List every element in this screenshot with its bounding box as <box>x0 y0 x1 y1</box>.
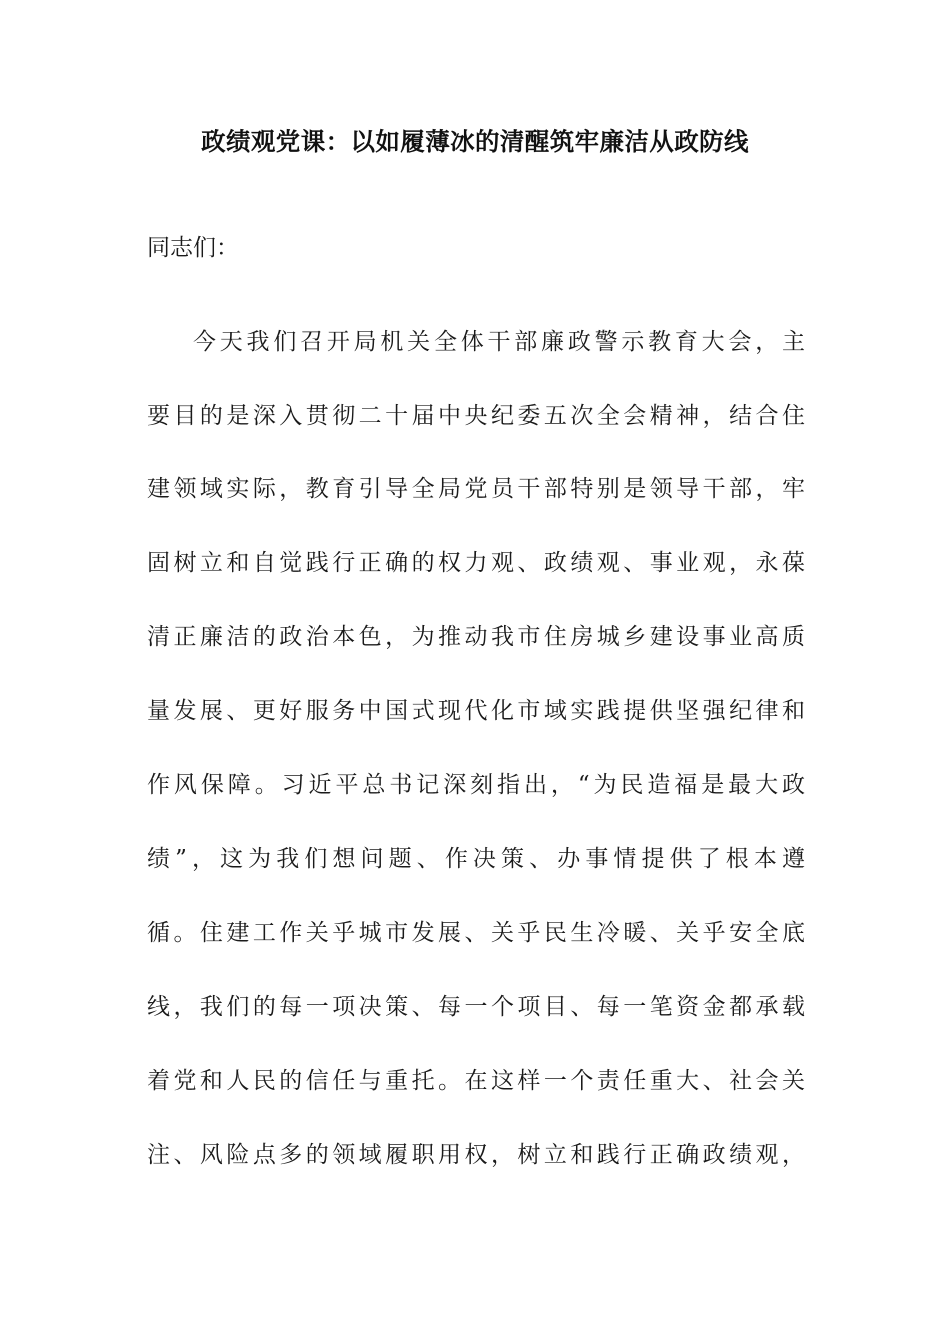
paragraph-line: 固树立和自觉践行正确的权力观、政绩观、事业观，永葆 <box>147 550 805 576</box>
document-title: 政绩观党课：以如履薄冰的清醒筑牢廉洁从政防线 <box>201 127 749 156</box>
paragraph-line: 建领域实际，教育引导全局党员干部特别是领导干部，牢 <box>147 476 805 502</box>
paragraph-line: 要目的是深入贯彻二十届中央纪委五次全会精神，结合住 <box>147 403 805 429</box>
paragraph-line: 线，我们的每一项决策、每一个项目、每一笔资金都承载 <box>147 994 805 1020</box>
paragraph-line: 着党和人民的信任与重托。在这样一个责任重大、社会关 <box>147 1068 805 1094</box>
paragraph-line: 绩”，这为我们想问题、作决策、办事情提供了根本遵 <box>147 846 805 872</box>
paragraph-line: 作风保障。习近平总书记深刻指出，“为民造福是最大政 <box>147 772 805 798</box>
salutation: 同志们： <box>147 235 239 261</box>
paragraph-line: 今天我们召开局机关全体干部廉政警示教育大会，主 <box>193 329 805 355</box>
paragraph-line: 清正廉洁的政治本色，为推动我市住房城乡建设事业高质 <box>147 624 805 650</box>
paragraph-line: 量发展、更好服务中国式现代化市域实践提供坚强纪律和 <box>147 698 805 724</box>
paragraph-line: 注、风险点多的领域履职用权，树立和践行正确政绩观， <box>147 1142 805 1168</box>
paragraph-line: 循。住建工作关乎城市发展、关乎民生冷暖、关乎安全底 <box>147 920 805 946</box>
